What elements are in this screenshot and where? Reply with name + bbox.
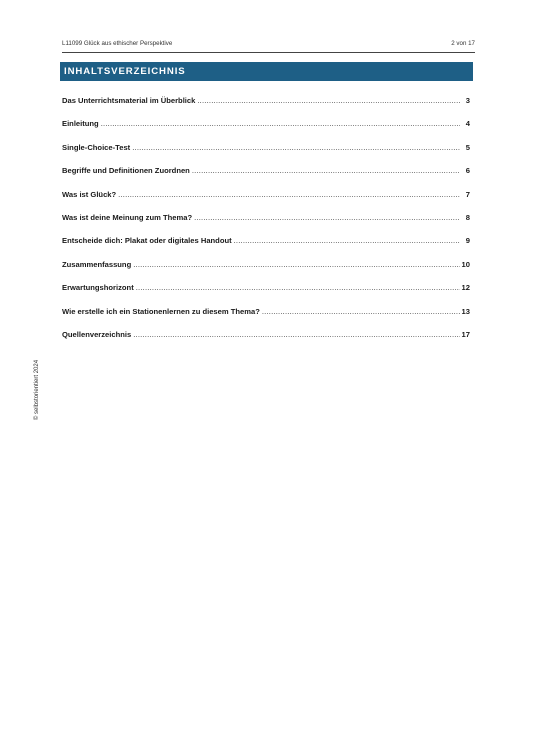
toc-entry-begriffe[interactable] [62, 166, 470, 189]
toc-entry-page: 17 [461, 329, 470, 339]
toc-entry-zusammenfassung[interactable] [62, 260, 470, 283]
toc-entry-page: 4 [465, 119, 470, 129]
toc-entry-title: Begriffe und Definitionen Zuordnen [62, 166, 190, 176]
toc-entry-page: 9 [465, 236, 470, 246]
toc-entry-title: Quellenverzeichnis [62, 329, 132, 339]
toc-entry-title: Was ist Glück? [62, 189, 117, 199]
toc-entry-einleitung[interactable] [62, 119, 470, 142]
copyright-text: © selbstorientiert 2024 [34, 359, 40, 421]
toc-entry-meinung[interactable] [62, 213, 470, 236]
toc-dot-leader [262, 307, 460, 316]
toc-dot-leader [197, 96, 460, 105]
toc-dot-leader [101, 119, 460, 128]
toc-entry-ueberblick[interactable] [62, 96, 470, 119]
toc-entry-quellenverzeichnis[interactable] [62, 330, 470, 353]
toc-dot-leader [194, 213, 460, 222]
toc-entry-title: Erwartungshorizont [62, 283, 134, 293]
toc-entry-stationenlernen[interactable] [62, 307, 470, 330]
toc-entry-erwartungshorizont[interactable] [62, 283, 470, 306]
toc-entry-page: 7 [465, 189, 470, 199]
toc-entry-title: Das Unterrichtsmaterial im Überblick [62, 96, 196, 105]
toc-dot-leader [136, 283, 460, 292]
toc-dot-leader [192, 166, 460, 175]
toc-entry-page: 6 [465, 166, 470, 176]
toc-entry-plakat-handout[interactable] [62, 236, 470, 259]
toc-dot-leader [132, 143, 460, 152]
toc-dot-leader [234, 236, 460, 245]
toc-entry-page: 3 [465, 96, 470, 105]
toc-entry-page: 8 [465, 212, 470, 222]
page-indicator: 2 von 17 [451, 40, 475, 47]
toc-entry-page: 13 [461, 306, 470, 316]
document-title: L11099 Glück aus ethischer Perspektive [62, 40, 173, 47]
toc-dot-leader [118, 190, 460, 199]
page-header [62, 40, 475, 53]
toc-entry-title: Einleitung [62, 119, 99, 129]
toc-entry-single-choice-test[interactable] [62, 143, 470, 166]
toc-entry-title: Entscheide dich: Plakat oder digitales Handout [62, 236, 232, 246]
table-of-contents [62, 96, 470, 353]
toc-entry-title: Single-Choice-Test [62, 142, 131, 152]
toc-entry-title: Zusammenfassung [62, 259, 132, 269]
toc-entry-page: 12 [461, 283, 470, 293]
toc-dot-leader [133, 260, 459, 269]
toc-dot-leader [133, 330, 459, 339]
toc-entry-page: 5 [465, 142, 470, 152]
toc-entry-page: 10 [461, 259, 470, 269]
toc-heading: INHALTSVERZEICHNIS [60, 62, 473, 81]
toc-entry-title: Was ist deine Meinung zum Thema? [62, 212, 193, 222]
toc-entry-was-ist-glueck[interactable] [62, 190, 470, 213]
toc-entry-title: Wie erstelle ich ein Stationenlernen zu diesem Thema? [62, 306, 260, 316]
